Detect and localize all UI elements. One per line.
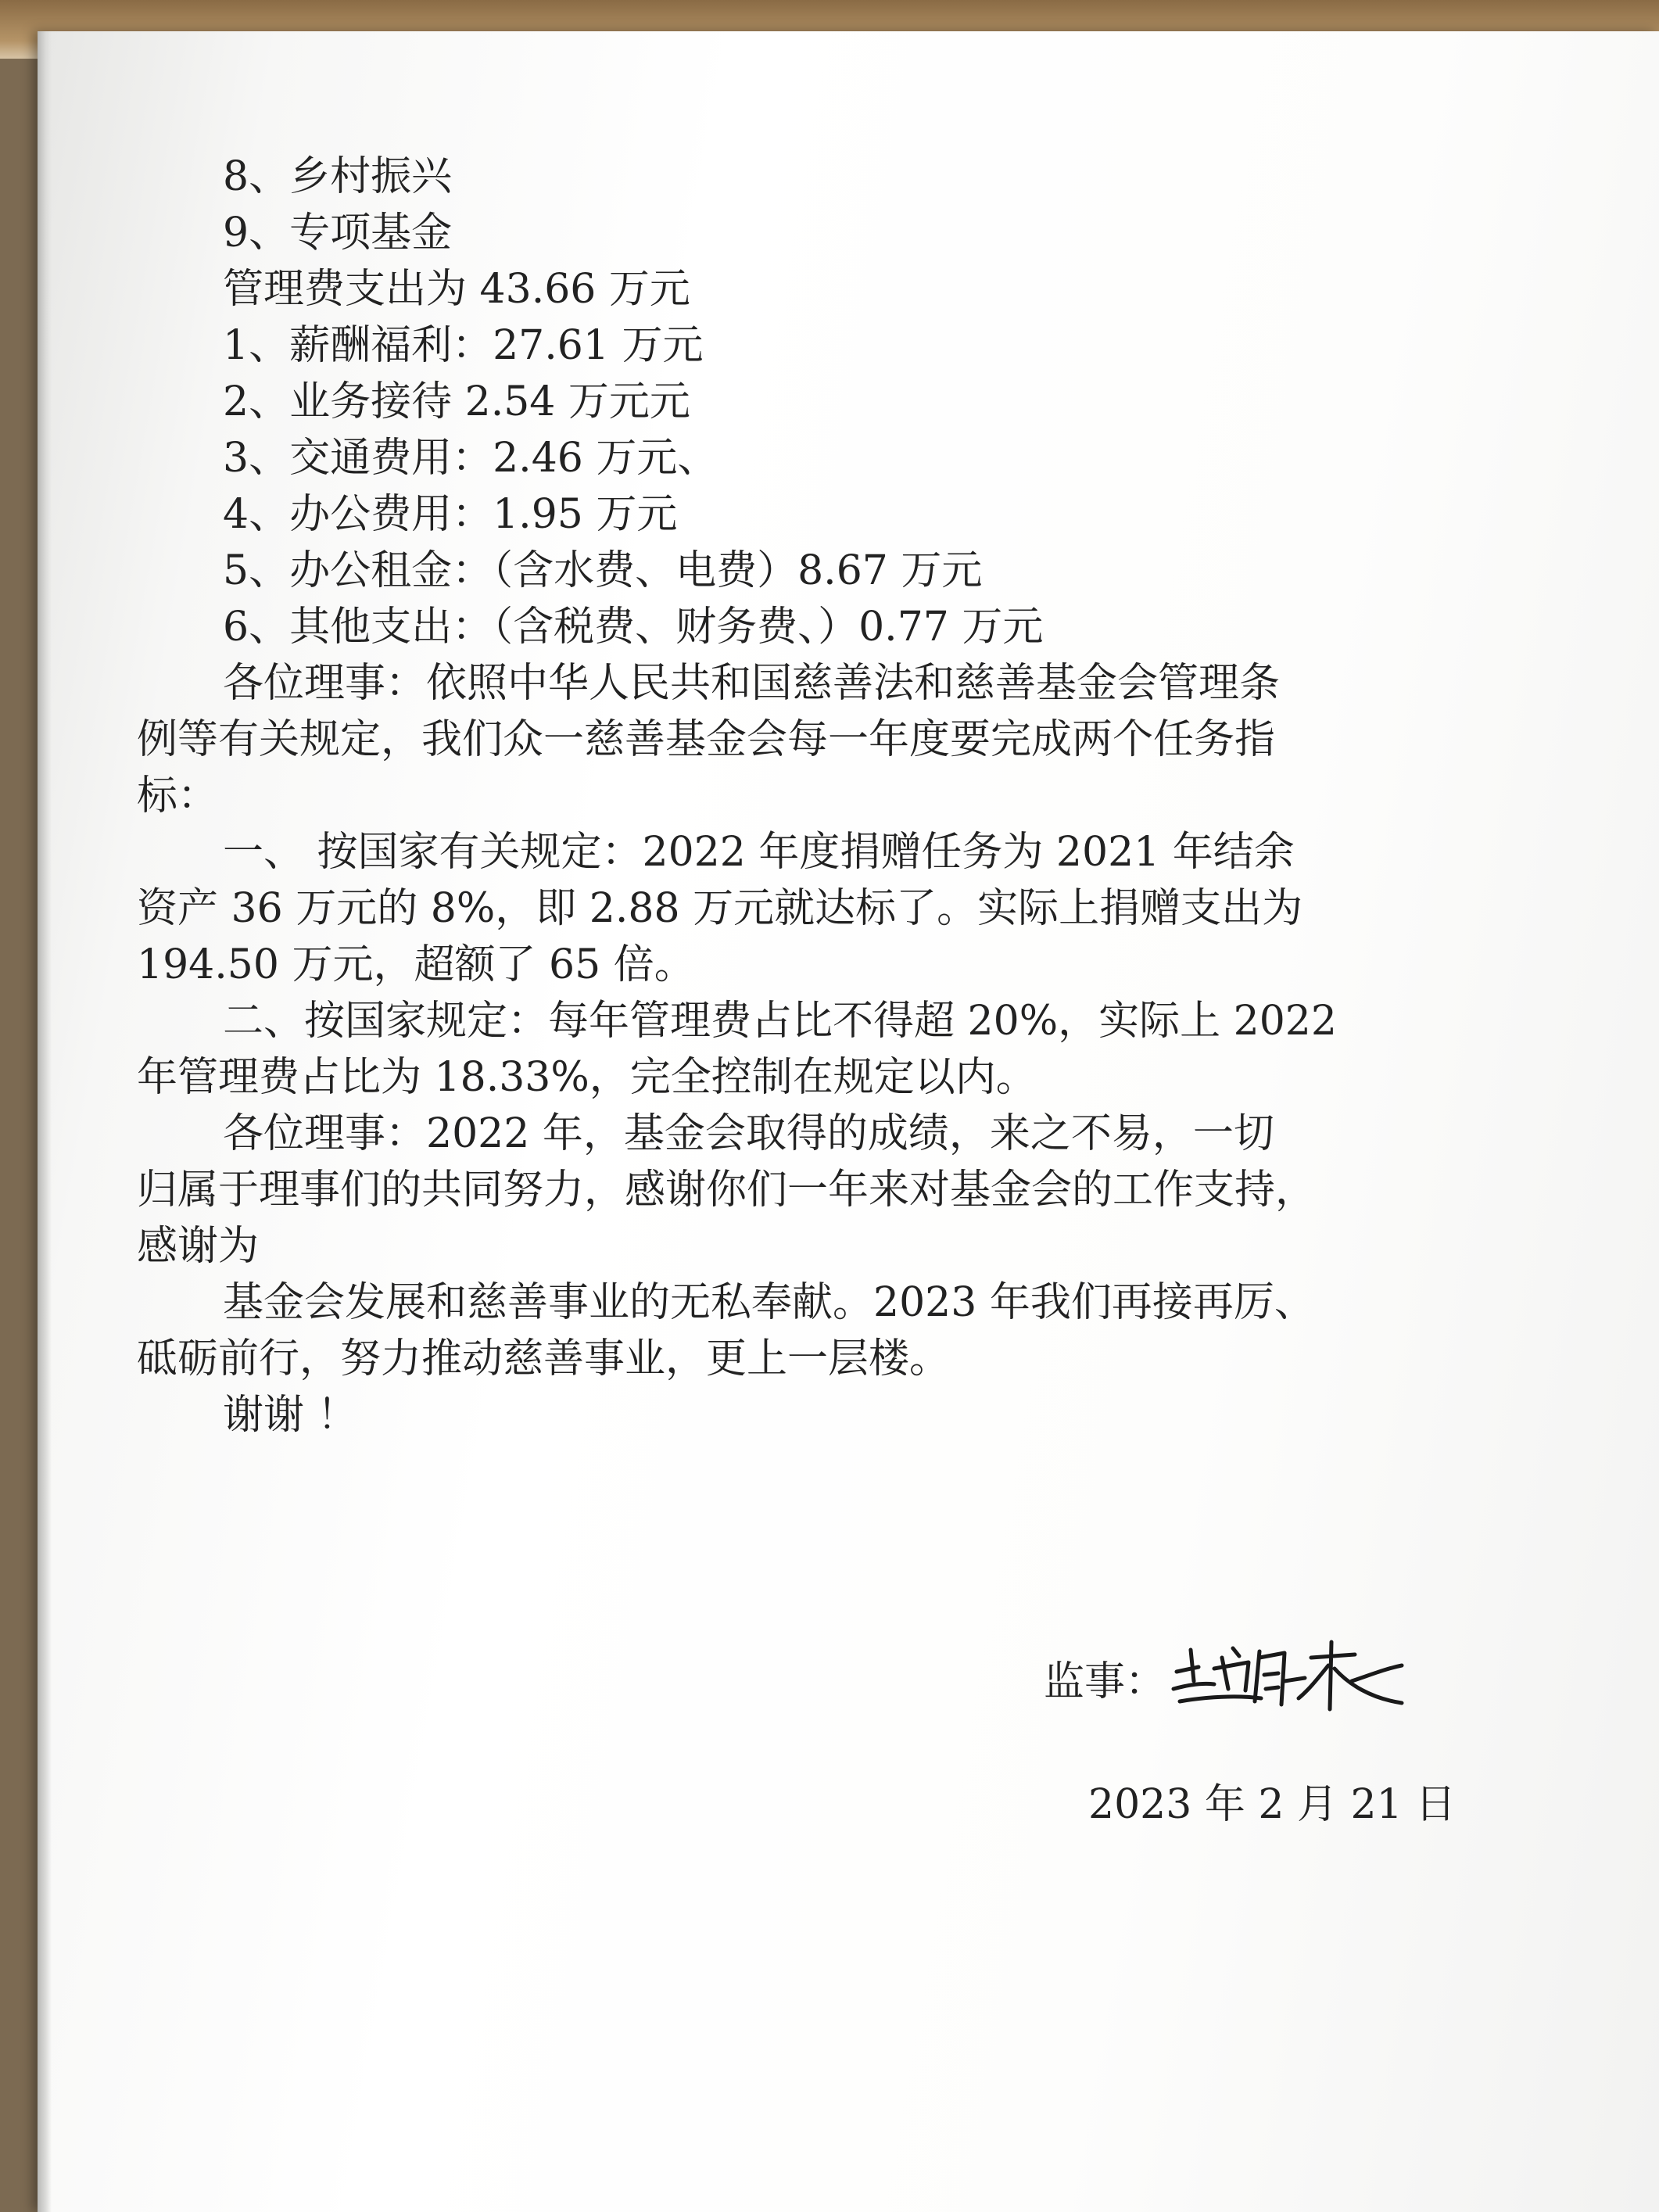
closing-paragraph-line-2: 归属于理事们的共同努力，感谢你们一年来对基金会的工作支持， [137,1167,1317,1214]
expense-item-office: 4、办公费用：1.95 万元 [223,491,678,538]
page-binding-shadow [38,31,52,2212]
list-item-special-fund: 9、专项基金 [223,210,453,256]
closing-paragraph-line-1: 各位理事：2022 年，基金会取得的成绩，来之不易，一切 [223,1110,1274,1157]
signature-block [1044,1634,1425,1720]
thanks-line: 谢谢 ！ [223,1392,358,1439]
expense-item-other: 6、其他支出：（含税费、财务费、）0.77 万元 [223,604,1044,651]
list-item-rural-revitalization: 8、乡村振兴 [223,153,453,200]
supervisor-label: 监事： [1044,1658,1166,1705]
closing-paragraph-line-3: 感谢为 [137,1223,260,1270]
expense-item-rent: 5、办公租金：（含水费、电费）8.67 万元 [223,547,983,594]
expense-item-salary: 1、薪酬福利：27.61 万元 [223,322,704,369]
closing-paragraph-line-5: 砥砺前行，努力推动慈善事业，更上一层楼。 [137,1335,951,1382]
task-one-line-2: 资产 36 万元的 8%，即 2.88 万元就达标了。实际上捐赠支出为 [137,885,1303,932]
expense-item-transport: 3、交通费用：2.46 万元、 [223,435,718,482]
closing-paragraph-line-4: 基金会发展和慈善事业的无私奉献。2023 年我们再接再厉、 [223,1279,1315,1326]
document-date: 2023 年 2 月 21 日 [1088,1781,1457,1828]
task-two-line-2: 年管理费占比为 18.33%，完全控制在规定以内。 [137,1054,1037,1101]
task-one-line-1: 一、 按国家有关规定：2022 年度捐赠任务为 2021 年结余 [223,829,1295,876]
document-body [137,149,1525,1443]
task-two-line-1: 二、按国家规定：每年管理费占比不得超 20%，实际上 2022 [223,998,1337,1045]
expense-item-reception: 2、业务接待 2.54 万元元 [223,378,690,425]
paragraph-directors-line-3: 标： [137,773,219,819]
paragraph-directors-line-2: 例等有关规定，我们众一慈善基金会每一年度要完成两个任务指 [137,716,1276,763]
handwritten-signature [1167,1634,1425,1720]
management-expense-total: 管理费支出为 43.66 万元 [223,266,690,313]
paragraph-directors-line-1: 各位理事：依照中华人民共和国慈善法和慈善基金会管理条 [223,660,1281,707]
task-one-line-3: 194.50 万元，超额了 65 倍。 [137,941,695,988]
